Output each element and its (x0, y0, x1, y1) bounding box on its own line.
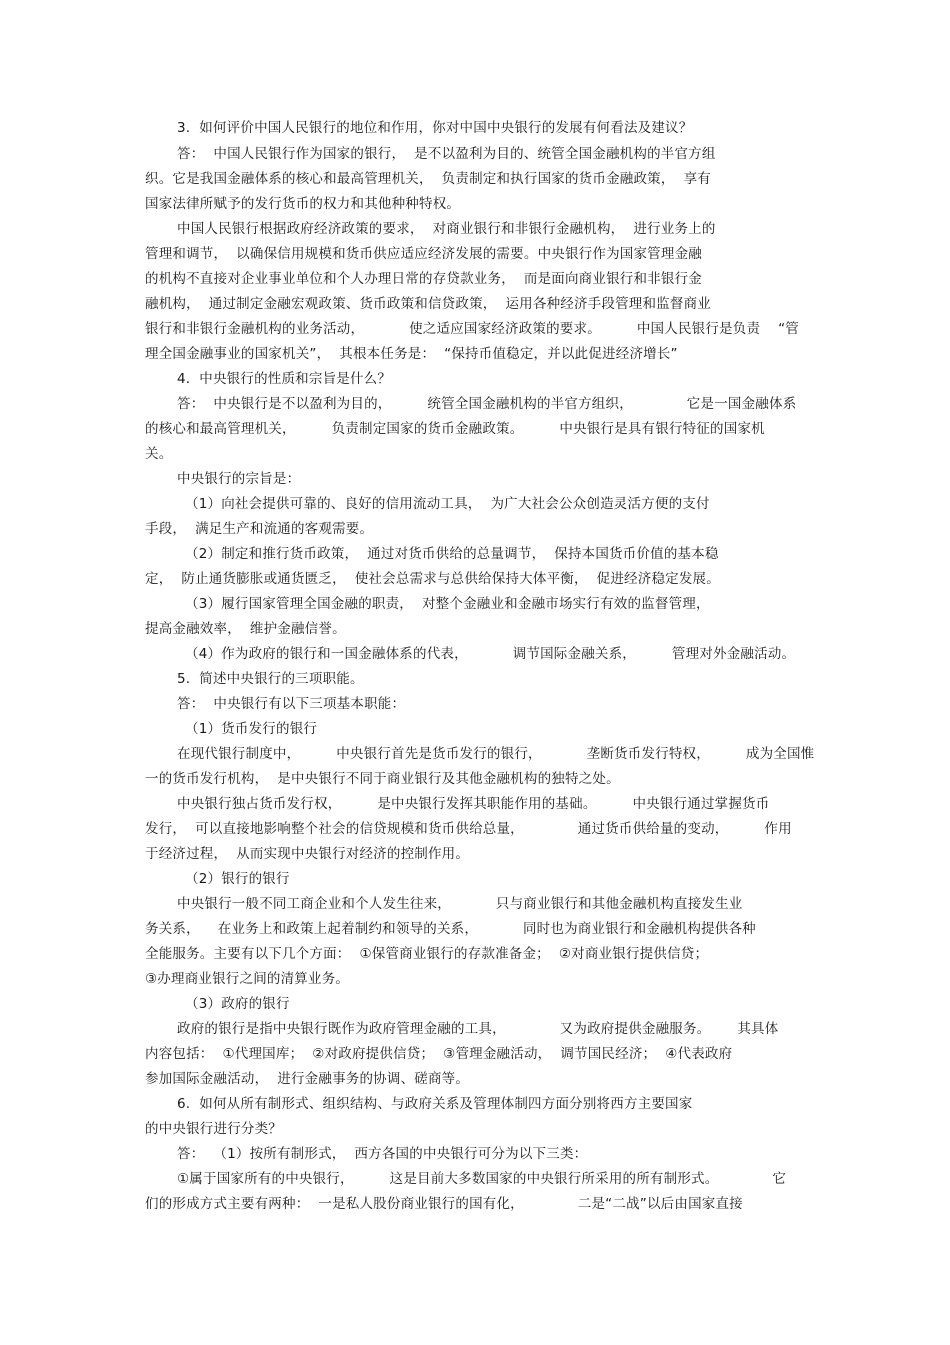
list-item: （1）向社会提供可靠的、良好的信用流动工具， 为广大社会公众创造灵活方便的支付 (185, 496, 710, 512)
paragraph-line: 答： 中国人民银行作为国家的银行， 是不以盈利为目的、统管全国金融机构的半官方组 (177, 146, 716, 162)
paragraph-line: 内容包括： ①代理国库； ②对政府提供信贷； ③管理金融活动， 调节国民经济； ④代表政府 (145, 1046, 733, 1062)
question-3-heading: 3. 如何评价中国人民银行的地位和作用，你对中国中央银行的发展有何看法及建议？ (177, 120, 693, 136)
paragraph-line: 在现代银行制度中， 中央银行首先是货币发行的银行， 垄断货币发行特权， 成为全国惟 (177, 746, 815, 762)
list-item: （3）履行国家管理全国金融的职责， 对整个金融业和金融市场实行有效的监督管理， (185, 596, 710, 612)
paragraph-line: 融机构， 通过制定金融宏观政策、货币政策和信贷政策， 运用各种经济手段管理和监督商业 (145, 296, 711, 312)
paragraph-line: 答： 中央银行是不以盈利为目的， 统管全国金融机构的半官方组织， 它是一国金融体系 (177, 396, 797, 412)
sub-heading: （3）政府的银行 (185, 996, 290, 1012)
list-item: （4）作为政府的银行和一国金融体系的代表， 调节国际金融关系， 管理对外金融活动。 (185, 646, 796, 662)
paragraph-line: 参加国际金融活动， 进行金融事务的协调、磋商等。 (145, 1071, 470, 1087)
paragraph-line: 关。 (145, 446, 173, 462)
question-4-heading: 4. 中央银行的性质和宗旨是什么？ (177, 371, 392, 387)
paragraph-line: 的核心和最高管理机关， 负责制定国家的货币金融政策。 中央银行是具有银行特征的国家机 (145, 421, 765, 437)
list-item: （2）制定和推行货币政策， 通过对货币供给的总量调节， 保持本国货币价值的基本稳 (185, 546, 719, 562)
sub-heading: （2）银行的银行 (185, 871, 290, 887)
paragraph-line: ③办理商业银行之间的清算业务。 (145, 971, 350, 987)
paragraph-line: 手段， 满足生产和流通的客观需要。 (145, 521, 374, 537)
paragraph-line: 们的形成方式主要有两种： 一是私人股份商业银行的国有化， 二是“二战”以后由国家直接 (145, 1196, 743, 1212)
paragraph-line: 政府的银行是指中央银行既作为政府管理金融的工具， 又为政府提供金融服务。 其具体 (177, 1021, 779, 1037)
paragraph-line: 织。它是我国金融体系的核心和最高管理机关， 负责制定和执行国家的货币金融政策， 享有 (145, 171, 711, 187)
paragraph-line: 务关系， 在业务上和政策上起着制约和领导的关系， 同时也为商业银行和金融机构提供各种 (145, 921, 756, 937)
paragraph-line: 于经济过程， 从而实现中央银行对经济的控制作用。 (145, 846, 470, 862)
paragraph-line: 一的货币发行机构， 是中央银行不同于商业银行及其他金融机构的独特之处。 (145, 771, 620, 787)
paragraph-line: 的中央银行进行分类？ (145, 1121, 282, 1137)
paragraph-line: 中央银行独占货币发行权， 是中央银行发挥其职能作用的基础。 中央银行通过掌握货币 (177, 796, 770, 812)
paragraph-line: 答： 中央银行有以下三项基本职能： (177, 696, 406, 712)
paragraph-line: 管理和调节， 以确保信用规模和货币供应适应经济发展的需要。中央银行作为国家管理金融 (145, 246, 702, 262)
paragraph-line: 发行， 可以直接地影响整个社会的信贷规模和货币供给总量， 通过货币供给量的变动， 作用 (145, 821, 792, 837)
paragraph-line: 全能服务。主要有以下几个方面： ①保管商业银行的存款准备金； ②对商业银行提供信贷； (145, 946, 709, 962)
paragraph-line: 中央银行的宗旨是： (177, 471, 301, 487)
question-5-heading: 5. 简述中央银行的三项职能。 (177, 671, 364, 687)
paragraph-line: 国家法律所赋予的发行货币的权力和其他种种特权。 (145, 196, 461, 212)
paragraph-line: 中国人民银行根据政府经济政策的要求， 对商业银行和非银行金融机构， 进行业务上的 (177, 221, 716, 237)
paragraph-line: 提高金融效率， 维护金融信誉。 (145, 621, 346, 637)
paragraph-line: ①属于国家所有的中央银行， 这是目前大多数国家的中央银行所采用的所有制形式。 它 (177, 1171, 787, 1187)
paragraph-line: 银行和非银行金融机构的业务活动， 使之适应国家经济政策的要求。 中国人民银行是负责 “管 (145, 321, 800, 337)
paragraph-line: 答： （1）按所有制形式， 西方各国的中央银行可分为以下三类： (177, 1146, 588, 1162)
paragraph-line: 中央银行一般不同工商企业和个人发生往来， 只与商业银行和其他金融机构直接发生业 (177, 896, 743, 912)
paragraph-line: 定， 防止通货膨胀或通货匮乏， 使社会总需求与总供给保持大体平衡， 促进经济稳定发展。 (145, 571, 720, 587)
sub-heading: （1）货币发行的银行 (185, 721, 318, 737)
paragraph-line: 的机构不直接对企业事业单位和个人办理日常的存贷款业务， 而是面向商业银行和非银行金 (145, 271, 702, 287)
question-6-heading: 6. 如何从所有制形式、组织结构、与政府关系及管理体制四方面分别将西方主要国家 (177, 1096, 693, 1112)
paragraph-line: 理全国金融事业的国家机关”， 其根本任务是： “保持币值稳定，并以此促进经济增长” (145, 346, 678, 362)
